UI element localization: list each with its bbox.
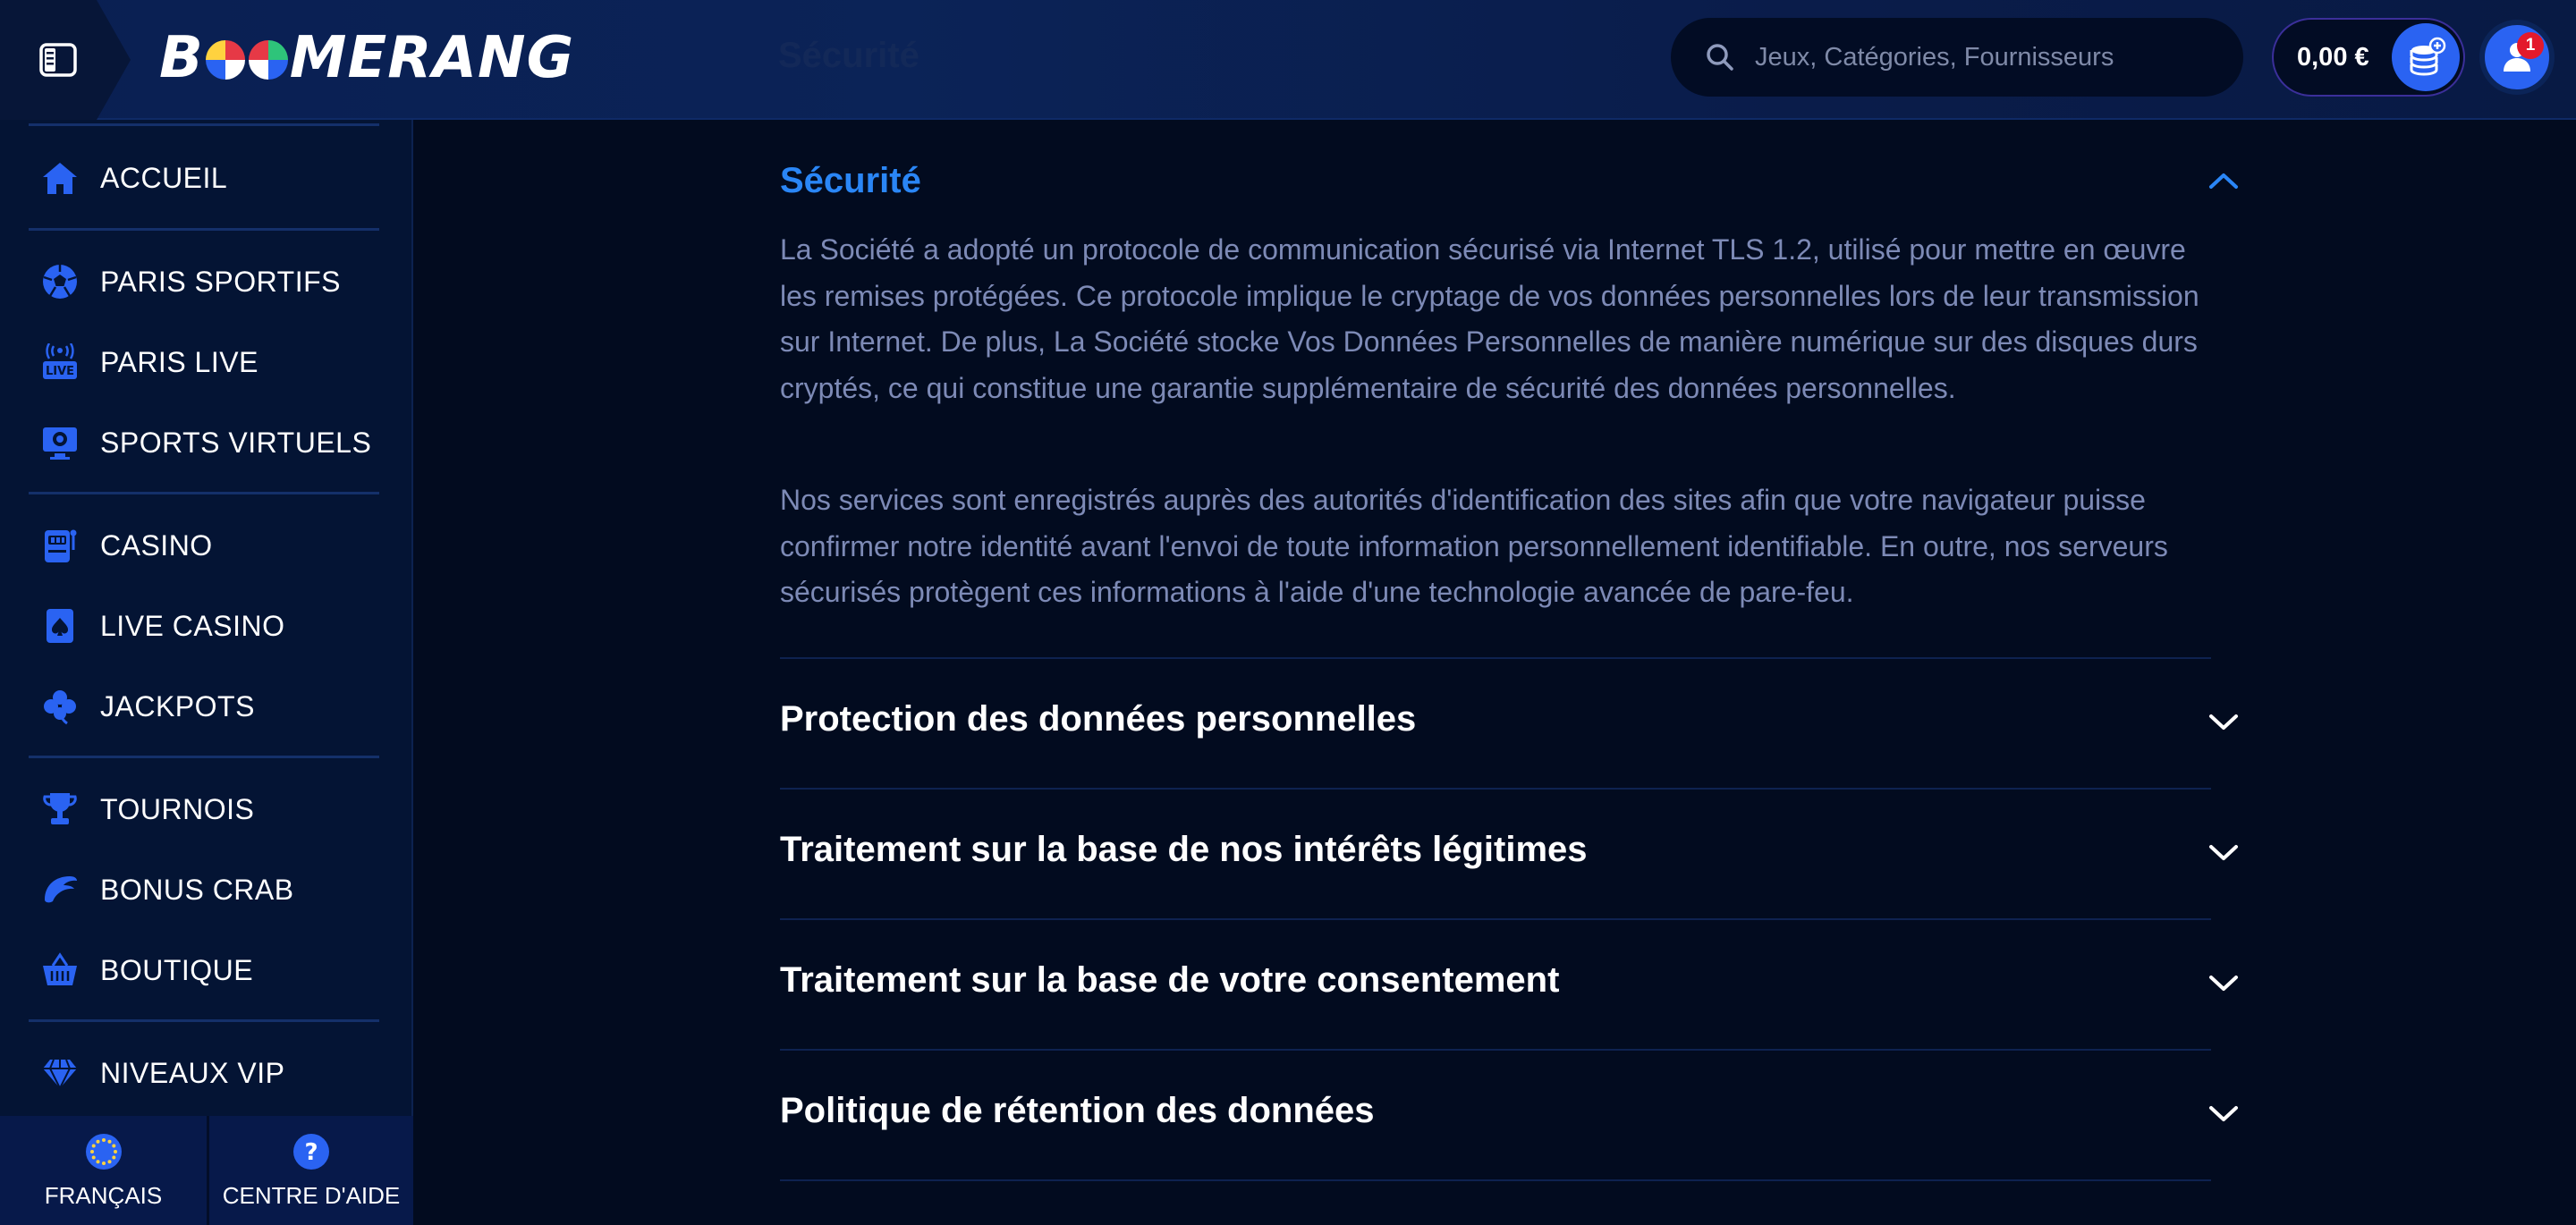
balance-button[interactable] bbox=[2272, 18, 2465, 97]
sidebar-toggle-icon[interactable] bbox=[38, 39, 79, 80]
sidebar-item-label: BONUS CRAB bbox=[100, 873, 294, 906]
accordion-divider bbox=[780, 1179, 2211, 1181]
top-header bbox=[0, 0, 2576, 120]
sidebar-item-label: TOURNOIS bbox=[100, 792, 255, 825]
sidebar-item-live-casino[interactable] bbox=[0, 594, 413, 658]
sidebar-item-label: PARIS SPORTIFS bbox=[100, 265, 341, 298]
accordion-title-protection-donnees[interactable]: Protection des données personnelles bbox=[780, 699, 1417, 739]
chevron-down-icon[interactable] bbox=[2206, 1096, 2241, 1132]
sidebar-item-label: SPORTS VIRTUELS bbox=[100, 426, 372, 459]
svg-text:?: ? bbox=[304, 1138, 318, 1166]
accordion-divider bbox=[780, 788, 2211, 790]
sidebar-item-label: NIVEAUX VIP bbox=[100, 1056, 285, 1089]
search-bar[interactable] bbox=[1671, 18, 2243, 97]
sidebar-item-boutique[interactable] bbox=[0, 938, 413, 1002]
accordion-title-retention-donnees[interactable]: Politique de rétention des données bbox=[780, 1091, 1375, 1130]
crab-claw-icon bbox=[39, 869, 80, 910]
diamond-icon bbox=[39, 1052, 80, 1094]
virtual-sports-icon bbox=[39, 422, 80, 463]
accordion-divider bbox=[780, 918, 2211, 920]
notification-badge: 1 bbox=[2517, 32, 2544, 59]
sidebar-divider bbox=[29, 1019, 379, 1022]
chevron-down-icon[interactable] bbox=[2206, 705, 2241, 740]
eu-flag-icon bbox=[84, 1132, 123, 1171]
language-selector-button[interactable] bbox=[0, 1116, 207, 1225]
help-center-button[interactable] bbox=[207, 1116, 413, 1225]
sidebar-item-paris-live[interactable] bbox=[0, 330, 413, 394]
svg-text:LIVE: LIVE bbox=[45, 365, 75, 378]
sidebar-item-casino[interactable] bbox=[0, 513, 413, 578]
sidebar-item-label: CASINO bbox=[100, 528, 213, 562]
trophy-icon bbox=[39, 789, 80, 830]
security-paragraph-2: Nos services sont enregistrés auprès des autorités d'identification des sites afin que votre navigateur puisse confirmer notre identité avant l'envoi de toute information personnellement identifiable. En outre, nos serveurs sécurisés protègent ces informations à l'aide d'une technologie avancée de pare-feu. bbox=[780, 484, 2168, 608]
sidebar-footer bbox=[0, 1116, 413, 1225]
slot-machine-icon bbox=[39, 525, 80, 566]
sidebar-item-label: PARIS LIVE bbox=[100, 345, 258, 378]
sidebar-item-label: ACCUEIL bbox=[100, 161, 228, 194]
sidebar-item-bonus-crab[interactable] bbox=[0, 858, 413, 922]
search-input[interactable] bbox=[1755, 43, 2220, 72]
balance-amount: 0,00 € bbox=[2297, 42, 2369, 72]
accordion-title-interets-legitimes[interactable]: Traitement sur la base de nos intérêts légitimes bbox=[780, 830, 1588, 869]
home-icon bbox=[39, 157, 80, 199]
header-ghost-title: Sécurité bbox=[778, 36, 919, 75]
accordion-divider bbox=[780, 1049, 2211, 1051]
sidebar-divider bbox=[29, 756, 379, 758]
sidebar-item-label: JACKPOTS bbox=[100, 689, 255, 722]
sidebar-divider bbox=[29, 228, 379, 231]
main-content bbox=[413, 120, 2576, 1225]
accordion-divider bbox=[780, 657, 2211, 659]
sidebar-item-label: BOUTIQUE bbox=[100, 953, 254, 986]
sidebar bbox=[0, 120, 413, 1225]
sidebar-item-sports-virtuels[interactable] bbox=[0, 410, 413, 475]
help-center-label: CENTRE D'AIDE bbox=[222, 1181, 401, 1209]
language-label: FRANÇAIS bbox=[44, 1181, 163, 1209]
sidebar-item-label: LIVE CASINO bbox=[100, 609, 285, 642]
chevron-down-icon[interactable] bbox=[2206, 966, 2241, 1001]
sidebar-item-paris-sportifs[interactable] bbox=[0, 249, 413, 314]
deposit-coins-icon[interactable] bbox=[2392, 23, 2460, 91]
accordion-title-securite[interactable]: Sécurité bbox=[780, 161, 921, 200]
help-question-icon bbox=[292, 1132, 331, 1171]
chevron-down-icon[interactable] bbox=[2206, 835, 2241, 871]
clover-icon bbox=[39, 686, 80, 727]
chevron-up-icon[interactable] bbox=[2206, 163, 2241, 199]
sidebar-item-tournois[interactable] bbox=[0, 777, 413, 841]
live-broadcast-icon bbox=[39, 342, 80, 383]
sidebar-item-niveaux-vip[interactable] bbox=[0, 1041, 413, 1105]
shopping-basket-icon bbox=[39, 950, 80, 991]
sidebar-divider bbox=[29, 123, 379, 126]
sidebar-item-jackpots[interactable] bbox=[0, 674, 413, 739]
sidebar-item-accueil[interactable] bbox=[0, 146, 413, 210]
soccer-ball-icon bbox=[39, 261, 80, 302]
playing-card-icon bbox=[39, 605, 80, 646]
accordion-title-consentement[interactable]: Traitement sur la base de votre consentement bbox=[780, 960, 1560, 1000]
search-icon bbox=[1705, 42, 1735, 72]
user-profile-icon[interactable] bbox=[2479, 20, 2555, 95]
boomerang-logo[interactable]: B MERANG bbox=[159, 25, 575, 91]
security-paragraph-1: La Société a adopté un protocole de communication sécurisé via Internet TLS 1.2, utilisé pour mettre en œuvre les remises protégées. Ce protocole implique le cryptage de vos données personnelles lors de leur transmission sur Internet. De plus, La Société stocke Vos Données Personnelles de manière numérique sur des disques durs cryptés, ce qui constitue une garantie supplémentaire de sécurité des données personnelles. bbox=[780, 233, 2199, 404]
sidebar-divider bbox=[29, 492, 379, 494]
